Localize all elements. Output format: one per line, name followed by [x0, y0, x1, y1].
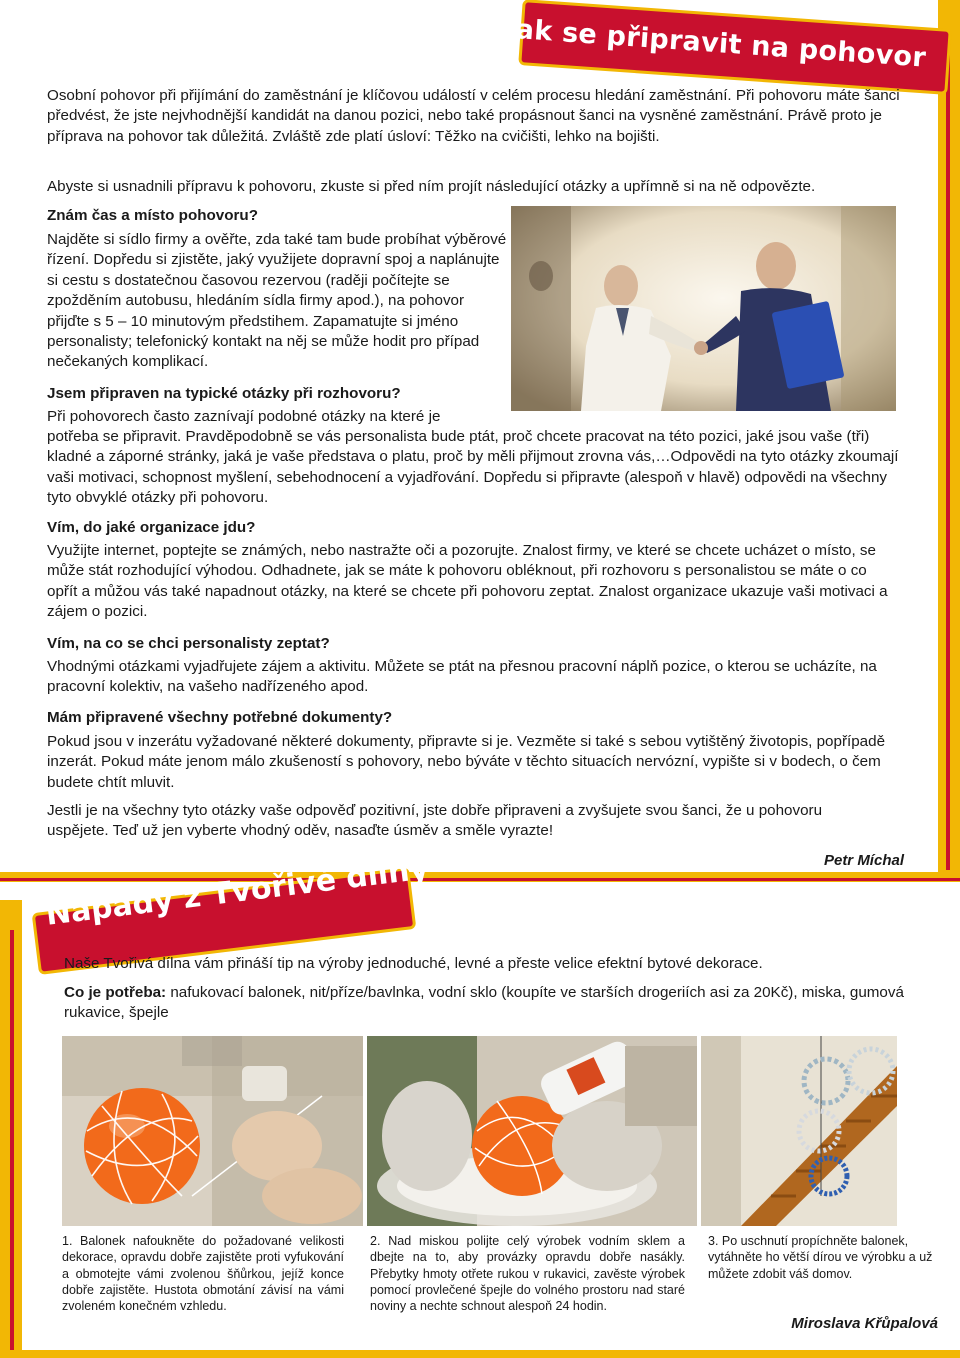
answer-1: Najděte si sídlo firmy a ověřte, zda také tam bude probíhat výběrové řízení. Dopředu si zjistěte, jaký využijete dopravní spoj a naplánujte si cestu s dostatečnou časovou rezervou (raději počítejte se zpožděním autobusu, hledáním sídla firmy apod.), na pohovor přijďte s 5 – 10 minutovým předstihem. Zapamatujte si jméno personalisty; telefonický kontakt na něj se může hodit pro případ nečekaných komplikací.: [47, 231, 507, 371]
right-red-stripe: [946, 40, 950, 870]
balloon-wrapping-photo: [62, 1036, 363, 1226]
workshop-author-name: Miroslava Křůpalová: [791, 1315, 938, 1332]
author-name: Petr Míchal: [823, 852, 904, 869]
step-3-caption: 3. Po uschnutí propíchněte balonek, vytáhněte ho větší dírou ve výrobku a už můžete zdobit váš domov.: [708, 1234, 933, 1281]
step-2-caption: 2. Nad miskou polijte celý výrobek vodním sklem a dbejte na to, aby provázky opravdu dobře nasákly. Přebytky hmoty otřete rukou v rukavici, zavěste výrobek pomocí provlečené špejle do volného prostoru nad staré noviny a nechte schnout alespoň 24 hodin.: [370, 1234, 685, 1314]
hanging-balls-photo: [701, 1036, 897, 1226]
question-2: Jsem připraven na typické otázky při rozhovoru?: [47, 385, 401, 402]
question-1: Znám čas a místo pohovoru?: [47, 207, 258, 224]
question-4: Vím, na co se chci personalisty zeptat?: [47, 635, 330, 652]
answer-4: Vhodnými otázkami vyjadřujete zájem a aktivitu. Můžete se ptát na přesnou pracovní náplň pozice, o kterou se ucházíte, na pracovní kolektiv, na vašeho nadřízeného apod.: [47, 658, 877, 696]
needs-text: nafukovací balonek, nit/příze/bavlnka, vodní sklo (koupíte ve starších drogeriích asi za 20Kč), miska, gumová rukavice, špejle: [64, 984, 904, 1022]
page-title: Jak se připravit na pohovor: [504, 13, 927, 74]
answer-5: Pokud jsou v inzerátu vyžadované některé dokumenty, připravte si je. Vezměte si také s sebou vytištěný životopis, popřípadě inzerát. Pokud máte jenom málo zkušeností s pohovory, nebo býváte v těchto situacích nervózní, vypište si v bodech, o čem budete chtít mluvit.: [47, 733, 886, 791]
question-3: Vím, do jaké organizace jdu?: [47, 519, 256, 536]
intro-paragraph-2: Abyste si usnadnili přípravu k pohovoru, zkuste si před ním projít následující otázky a upřímně si na ně odpovězte.: [47, 178, 816, 195]
question-5: Mám připravené všechny potřebné dokumenty?: [47, 709, 393, 726]
workshop-title: Nápady z Tvořivé dílny: [43, 851, 431, 933]
answer-2-line-1: Při pohovorech často zaznívají podobné otázky na které je: [47, 408, 441, 425]
left-red-stripe: [10, 930, 14, 1350]
needs-label: Co je potřeba:: [64, 984, 167, 1001]
answer-3: Využijte internet, poptejte se známých, nebo nastražte oči a pozorujte. Znalost firmy, ve které se chcete ucházet o místo, se může stát rozhodující výhodou. Odhadnete, jak se máte k pohovoru obléknout, při rozhovoru s personalistou se máte o co opřít a můžou vás také napadnout otázky, na které se chcete při pohovoru zeptat. Znalost organizace ukazuje vaši motivaci a zájem o pozici.: [47, 542, 888, 621]
answer-2: potřeba se připravit. Pravděpodobně se vás personalista bude ptát, proč chcete pracovat na této pozici, jaké jsou vaše (tři) kladné a záporné stránky, jaká je vaše představa o platu, proč by měli přijmout zrovna vás,…Odpovědi na tyto otázky zkoumají vaši motivaci, schopnost myšlení, sebehodnocení a vyjadřování. Dopředu si připravte (alespoň v hlavě) odpovědi na všechny tyto obvyklé otázky při pohovoru.: [47, 428, 899, 507]
glue-pouring-photo: [367, 1036, 697, 1226]
bottom-yellow-band: [0, 1350, 960, 1358]
workshop-intro: Naše Tvořivá dílna vám přináší tip na výroby jednoduché, levné a přeste velice efektní bytové dekorace.: [64, 955, 763, 972]
closing-paragraph: Jestli je na všechny tyto otázky vaše odpověď pozitivní, jste dobře připraveni a zvyšujete svou šanci, že u pohovoru uspějete. Teď už jen vyberte vhodný oděv, nasaďte úsměv a směle vyrazte!: [47, 802, 823, 840]
intro-paragraph-1: Osobní pohovor při přijímání do zaměstnání je klíčovou událostí v celém procesu hledání zaměstnání. Při pohovoru máte šanci předvést, že jste nejvhodnější kandidát na danou pozici, nebo také propásnout šanci na vysněné zaměstnání. Právě proto je příprava na pohovor tak důležitá. Zvláště zde platí úsloví: Těžko na cvičišti, lehko na bojišti.: [47, 87, 900, 145]
workshop-needs: [64, 983, 904, 1024]
step-1-caption: 1. Balonek nafoukněte do požadované velikosti dekorace, opravdu dobře zajistěte proti vyfukování a obmotejte vámi zvolenou šňůrkou, jejíž konce dobře zajistěte. Hustota obmotání závisí na vámi zvoleném konečném vzhledu.: [62, 1234, 344, 1314]
section-divider-red: [0, 878, 960, 881]
handshake-photo: [511, 206, 896, 411]
